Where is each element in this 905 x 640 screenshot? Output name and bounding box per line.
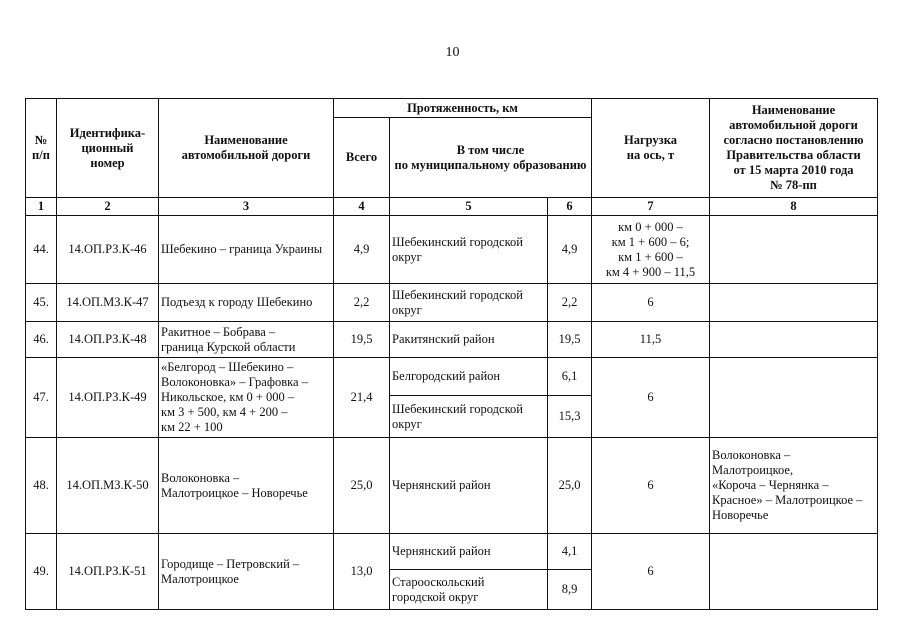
road-name: Волоконовка – Малотроицкое – Новоречье xyxy=(159,438,334,534)
road-id: 14.ОП.РЗ.К-51 xyxy=(57,534,159,610)
row-num: 44. xyxy=(26,216,57,284)
axle-load: 6 xyxy=(592,358,710,438)
road-name: «Белгород – Шебекино – Волоконовка» – Графовка – Никольское, км 0 + 000 – км 3 + 500, км 4 + 200 – км 22 + 100 xyxy=(159,358,334,438)
column-number: 7 xyxy=(592,198,710,216)
decree-name xyxy=(710,358,878,438)
table-row xyxy=(26,534,878,570)
roads-table xyxy=(25,98,878,610)
axle-load: 6 xyxy=(592,438,710,534)
municipality-km: 6,1 xyxy=(548,358,592,396)
municipality: Шебекинский городской округ xyxy=(390,284,548,322)
municipality: Шебекинский городской округ xyxy=(390,396,548,438)
axle-load: км 0 + 000 – км 1 + 600 – 6; км 1 + 600 – км 4 + 900 – 11,5 xyxy=(592,216,710,284)
header-incl: В том числе по муниципальному образованию xyxy=(390,118,592,198)
road-id: 14.ОП.РЗ.К-49 xyxy=(57,358,159,438)
municipality: Шебекинский городской округ xyxy=(390,216,548,284)
row-num: 45. xyxy=(26,284,57,322)
table-row xyxy=(26,358,878,396)
decree-name xyxy=(710,284,878,322)
length-total: 2,2 xyxy=(334,284,390,322)
municipality-km: 19,5 xyxy=(548,322,592,358)
row-num: 49. xyxy=(26,534,57,610)
length-total: 25,0 xyxy=(334,438,390,534)
header-length: Протяженность, км xyxy=(334,99,592,118)
municipality-km: 15,3 xyxy=(548,396,592,438)
header-id: Идентифика- ционный номер xyxy=(57,99,159,198)
length-total: 4,9 xyxy=(334,216,390,284)
road-id: 14.ОП.МЗ.К-50 xyxy=(57,438,159,534)
column-number: 5 xyxy=(390,198,548,216)
row-num: 46. xyxy=(26,322,57,358)
municipality: Чернянский район xyxy=(390,534,548,570)
column-number: 6 xyxy=(548,198,592,216)
header-name: Наименование автомобильной дороги xyxy=(159,99,334,198)
table-row xyxy=(26,438,878,534)
column-number: 2 xyxy=(57,198,159,216)
axle-load: 6 xyxy=(592,534,710,610)
table-row xyxy=(26,284,878,322)
road-id: 14.ОП.РЗ.К-48 xyxy=(57,322,159,358)
column-numbers-row xyxy=(26,198,878,216)
road-id: 14.ОП.МЗ.К-47 xyxy=(57,284,159,322)
road-id: 14.ОП.РЗ.К-46 xyxy=(57,216,159,284)
municipality-km: 8,9 xyxy=(548,570,592,610)
length-total: 13,0 xyxy=(334,534,390,610)
municipality: Старооскольский городской округ xyxy=(390,570,548,610)
municipality-km: 25,0 xyxy=(548,438,592,534)
axle-load: 6 xyxy=(592,284,710,322)
decree-name xyxy=(710,322,878,358)
column-number: 1 xyxy=(26,198,57,216)
header-load: Нагрузка на ось, т xyxy=(592,99,710,198)
decree-name xyxy=(710,216,878,284)
row-num: 47. xyxy=(26,358,57,438)
header-decree: Наименование автомобильной дороги согласно постановлению Правительства области от 15 марта 2010 года № 78-пп xyxy=(710,99,878,198)
table-row xyxy=(26,322,878,358)
page-number: 10 xyxy=(445,45,460,60)
header-num: № п/п xyxy=(26,99,57,198)
municipality: Ракитянский район xyxy=(390,322,548,358)
column-number: 3 xyxy=(159,198,334,216)
municipality: Белгородский район xyxy=(390,358,548,396)
header-total: Всего xyxy=(334,118,390,198)
municipality-km: 4,1 xyxy=(548,534,592,570)
decree-name: Волоконовка – Малотроицкое, «Короча – Чернянка – Красное» – Малотроицкое – Новоречье xyxy=(710,438,878,534)
axle-load: 11,5 xyxy=(592,322,710,358)
length-total: 21,4 xyxy=(334,358,390,438)
road-name: Подъезд к городу Шебекино xyxy=(159,284,334,322)
row-num: 48. xyxy=(26,438,57,534)
municipality-km: 2,2 xyxy=(548,284,592,322)
table-row xyxy=(26,216,878,284)
municipality: Чернянский район xyxy=(390,438,548,534)
column-number: 4 xyxy=(334,198,390,216)
road-name: Шебекино – граница Украины xyxy=(159,216,334,284)
decree-name xyxy=(710,534,878,610)
length-total: 19,5 xyxy=(334,322,390,358)
road-name: Ракитное – Бобрава – граница Курской области xyxy=(159,322,334,358)
road-name: Городище – Петровский – Малотроицкое xyxy=(159,534,334,610)
column-number: 8 xyxy=(710,198,878,216)
municipality-km: 4,9 xyxy=(548,216,592,284)
